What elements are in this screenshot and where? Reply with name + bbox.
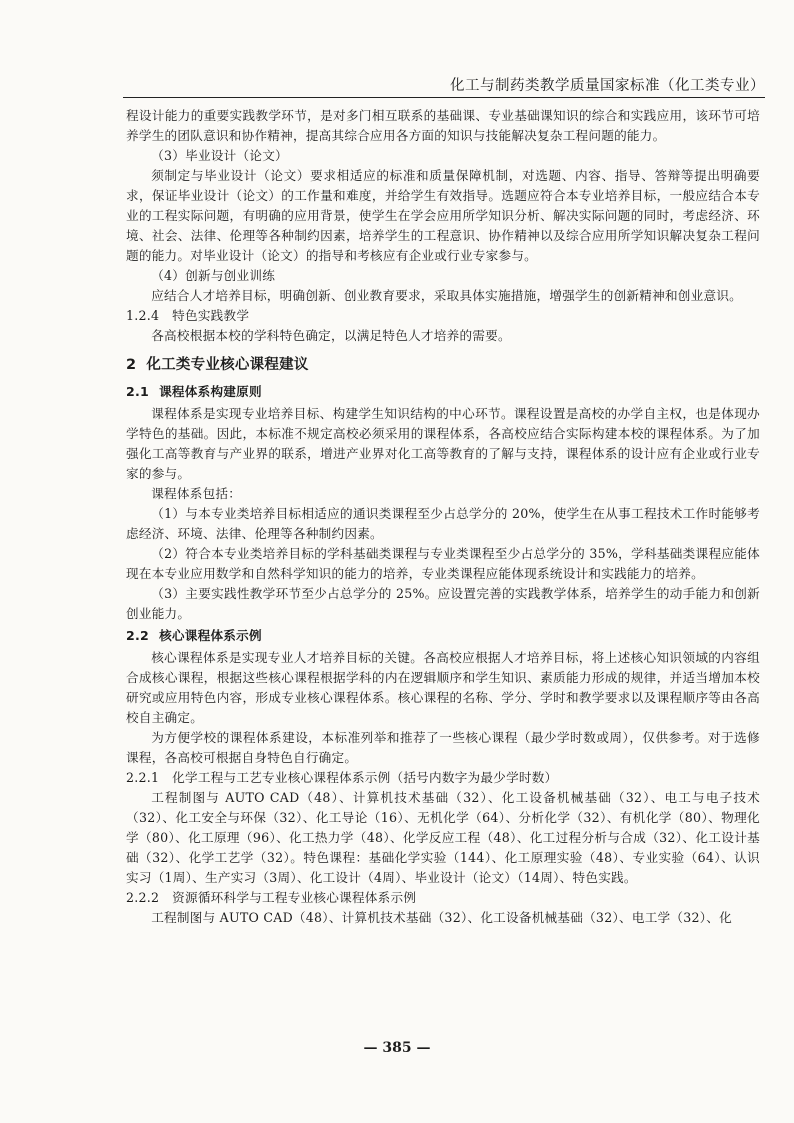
body-paragraph: （3）毕业设计（论文） bbox=[151, 148, 288, 163]
section-heading bbox=[126, 354, 760, 376]
body-paragraph: 工程制图与 AUTO CAD（48）、计算机技术基础（32）、化工设备机械基础（32）、电工学（32）、化 bbox=[151, 910, 732, 925]
heading-text: 化工类专业核心课程建议 bbox=[146, 357, 309, 373]
body-paragraph: 课程体系是实现专业培养目标、构建学生知识结构的中心环节。课程设置是高校的办学自主权，也是体现办学特色的基础。因此，本标准不规定高校必须采用的课程体系，各高校应结合实际构建本校的课程体系。为了加强化工高等教育与产业界的联系，增进产业界对化工高等教育的了解与支持，课程体系的设计应有企业或行业专家的参与。 bbox=[126, 406, 760, 481]
sub-heading: 2.2.2 资源循环科学与工程专业核心课程体系示例 bbox=[126, 890, 417, 905]
body-paragraph: （2）符合本专业类培养目标的学科基础类课程与专业类课程至少占总学分的 35%，学科基础类课程应能体现在本专业应用数学和自然科学知识的能力的培养，专业类课程应能体现系统设计和实践能力的培养。 bbox=[126, 546, 760, 581]
body-paragraph: 程设计能力的重要实践教学环节，是对多门相互联系的基础课、专业基础课知识的综合和实践应用，该环节可培养学生的团队意识和协作精神，提高其综合应用各方面的知识与技能解决复杂工程问题的能力。 bbox=[126, 108, 760, 143]
body-paragraph: （4）创新与创业训练 bbox=[151, 268, 276, 283]
heading-text: 核心课程体系示例 bbox=[159, 628, 262, 643]
page-body bbox=[126, 106, 760, 928]
body-paragraph: 各高校根据本校的学科特色确定，以满足特色人才培养的需要。 bbox=[151, 328, 511, 343]
body-paragraph: 为方便学校的课程体系建设，本标准列举和推荐了一些核心课程（最少学时数或周），仅供参考。对于选修课程，各高校可根据自身特色自行确定。 bbox=[126, 730, 760, 765]
body-paragraph: 应结合人才培养目标，明确创新、创业教育要求，采取具体实施措施，增强学生的创新精神和创业意识。 bbox=[151, 288, 742, 303]
body-paragraph: 课程体系包括： bbox=[151, 486, 242, 501]
sub-heading: 2.2.1 化学工程与工艺专业核心课程体系示例（括号内数字为最少学时数） bbox=[126, 770, 558, 785]
body-paragraph: 核心课程体系是实现专业人才培养目标的关键。各高校应根据人才培养目标，将上述核心知识领域的内容组合成核心课程，根据这些核心课程根据学科的内在逻辑顺序和学生知识、素质能力形成的规律，并适当增加本校研究或应用特色内容，形成专业核心课程体系。核心课程的名称、学分、学时和教学要求以及课程顺序等由各高校自主确定。 bbox=[126, 650, 760, 725]
heading-number: 2.2 bbox=[126, 628, 150, 643]
body-paragraph: （1）与本专业类培养目标相适应的通识类课程至少占总学分的 20%，使学生在从事工程技术工作时能够考虑经济、环境、法律、伦理等各种制约因素。 bbox=[126, 506, 760, 541]
page-number: — 385 — bbox=[363, 1040, 431, 1056]
subsection-heading bbox=[126, 626, 760, 646]
sub-heading: 1.2.4 特色实践教学 bbox=[126, 308, 250, 323]
subsection-heading bbox=[126, 382, 760, 402]
heading-number: 2.1 bbox=[126, 384, 150, 399]
header-rule bbox=[123, 97, 765, 98]
running-header: 化工与制药类教学质量国家标准（化工类专业） bbox=[450, 78, 765, 94]
body-paragraph: （3）主要实践性教学环节至少占总学分的 25%。应设置完善的实践教学体系，培养学生的动手能力和创新创业能力。 bbox=[126, 586, 760, 621]
body-paragraph: 工程制图与 AUTO CAD（48）、计算机技术基础（32）、化工设备机械基础（32）、电工与电子技术（32）、化工安全与环保（32）、化工导论（16）、无机化学（64）、分析化学（32）、有机化学（80）、物理化学（80）、化工原理（96）、化工热力学（48）、化学反应工程（48）、化工过程分析与合成（32）、化工设计基础（32）、化学工艺学（32）。特色课程：基础化学实验（144）、化工原理实验（48）、专业实验（64）、认识实习（1周）、生产实习（3周）、化工设计（4周）、毕业设计（论文）（14周）、特色实践。 bbox=[126, 790, 760, 885]
heading-number: 2 bbox=[126, 357, 137, 373]
body-paragraph: 须制定与毕业设计（论文）要求相适应的标准和质量保障机制，对选题、内容、指导、答辩等提出明确要求，保证毕业设计（论文）的工作量和难度，并给学生有效指导。选题应符合本专业培养目标，一般应结合本专业的工程实际问题，有明确的应用背景，使学生在学会应用所学知识分析、解决实际问题的同时，考虑经济、环境、社会、法律、伦理等各种制约因素，培养学生的工程意识、协作精神以及综合应用所学知识解决复杂工程问题的能力。对毕业设计（论文）的指导和考核应有企业或行业专家参与。 bbox=[126, 168, 760, 263]
heading-text: 课程体系构建原则 bbox=[159, 384, 262, 399]
